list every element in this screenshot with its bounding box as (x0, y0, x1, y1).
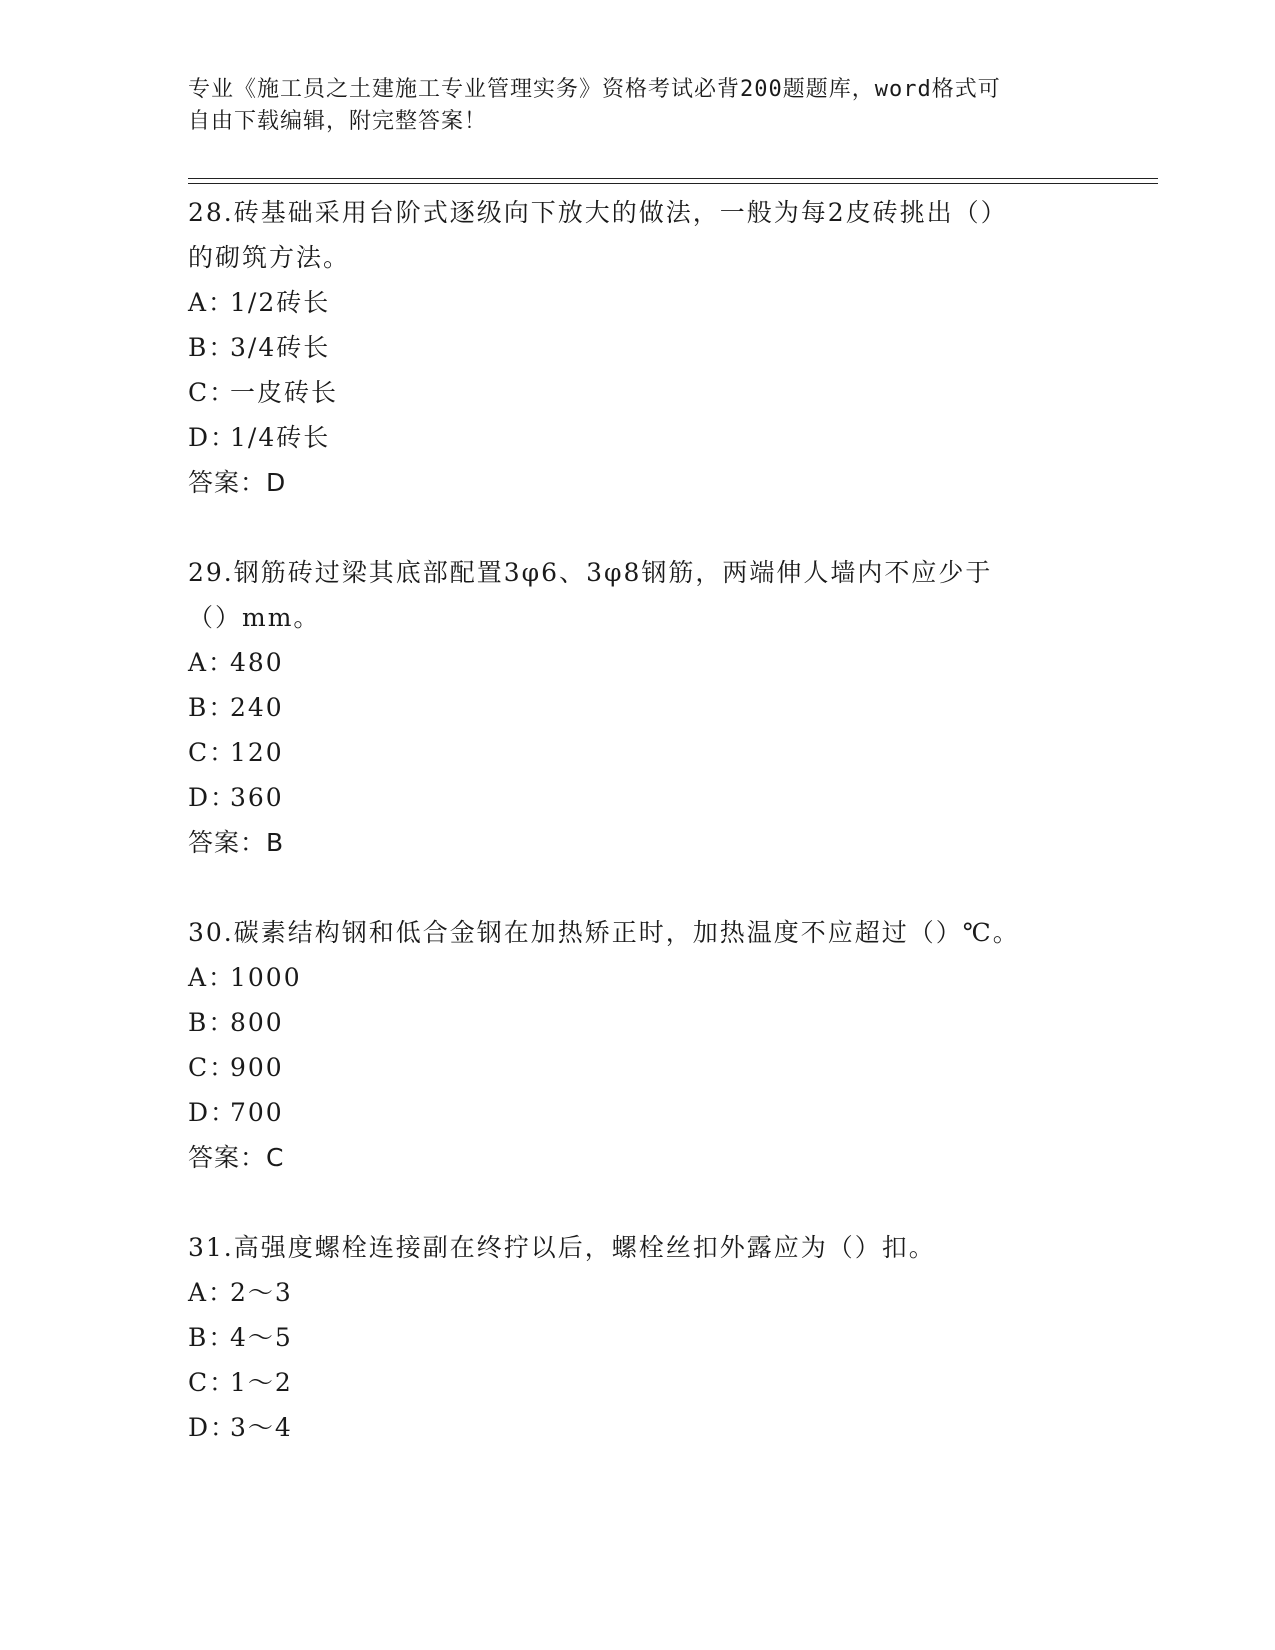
question-spacer (188, 505, 1088, 550)
question-stem (188, 910, 1088, 955)
question-stem-line: 30.碳素结构钢和低合金钢在加热矫正时，加热温度不应超过（）℃。 (188, 918, 1020, 947)
option-text: 900 (230, 1053, 284, 1082)
option-d (188, 1090, 1088, 1135)
option-d (188, 1405, 1088, 1450)
question-31 (188, 1225, 1088, 1450)
option-text: 1/2砖长 (230, 288, 331, 317)
question-spacer (188, 1180, 1088, 1225)
question-30 (188, 910, 1088, 1225)
option-letter: B： (188, 1323, 236, 1352)
question-stem-line: （）mm。 (188, 603, 321, 632)
option-letter: D： (188, 1413, 238, 1442)
question-list (188, 190, 1088, 1450)
option-text: 1000 (230, 963, 302, 992)
option-a (188, 1270, 1088, 1315)
option-letter: A： (188, 963, 236, 992)
option-a (188, 955, 1088, 1000)
option-b (188, 685, 1088, 730)
option-letter: B： (188, 693, 236, 722)
option-b (188, 1000, 1088, 1045)
option-b (188, 325, 1088, 370)
answer-line: 答案：C (188, 1143, 285, 1172)
option-list (188, 955, 1088, 1135)
option-d (188, 415, 1088, 460)
option-letter: A： (188, 1278, 236, 1307)
question-stem-line: 的砌筑方法。 (188, 243, 351, 272)
question-29 (188, 550, 1088, 910)
header-line-2: 自由下载编辑，附完整答案！ (188, 109, 488, 134)
option-d (188, 775, 1088, 820)
option-text: 1/4砖长 (230, 423, 331, 452)
option-c (188, 730, 1088, 775)
option-text: 2～3 (230, 1278, 293, 1307)
option-c (188, 1045, 1088, 1090)
option-letter: D： (188, 1098, 238, 1127)
question-stem-line: 28.砖基础采用台阶式逐级向下放大的做法，一般为每2皮砖挑出（） (188, 198, 1008, 227)
option-letter: D： (188, 783, 238, 812)
answer-line: 答案：B (188, 828, 285, 857)
option-list (188, 640, 1088, 820)
option-letter: C： (188, 738, 237, 767)
option-b (188, 1315, 1088, 1360)
option-letter: B： (188, 333, 236, 362)
option-letter: D： (188, 423, 238, 452)
option-a (188, 280, 1088, 325)
option-list (188, 1270, 1088, 1450)
option-list (188, 280, 1088, 460)
header-divider-top (188, 178, 1158, 179)
option-text: 480 (230, 648, 284, 677)
question-stem (188, 190, 1088, 280)
option-text: 一皮砖长 (230, 378, 339, 407)
question-stem-line: 29.钢筋砖过梁其底部配置3φ6、3φ8钢筋，两端伸人墙内不应少于 (188, 558, 993, 587)
option-c (188, 1360, 1088, 1405)
option-text: 3～4 (230, 1413, 293, 1442)
option-text: 1～2 (230, 1368, 293, 1397)
option-c (188, 370, 1088, 415)
option-letter: C： (188, 378, 237, 407)
header-divider-bottom (188, 183, 1158, 184)
question-stem (188, 550, 1088, 640)
document-header (188, 74, 1088, 138)
option-text: 360 (230, 783, 284, 812)
option-text: 120 (230, 738, 284, 767)
option-letter: B： (188, 1008, 236, 1037)
option-letter: C： (188, 1053, 237, 1082)
option-text: 240 (230, 693, 284, 722)
question-stem (188, 1225, 1088, 1270)
option-letter: C： (188, 1368, 237, 1397)
question-28 (188, 190, 1088, 550)
header-line-1: 专业《施工员之土建施工专业管理实务》资格考试必背200题题库，word格式可 (188, 77, 1001, 102)
option-text: 4～5 (230, 1323, 293, 1352)
option-letter: A： (188, 288, 236, 317)
question-spacer (188, 865, 1088, 910)
option-text: 700 (230, 1098, 284, 1127)
question-stem-line: 31.高强度螺栓连接副在终拧以后，螺栓丝扣外露应为（）扣。 (188, 1233, 936, 1262)
answer-line: 答案：D (188, 468, 287, 497)
option-text: 3/4砖长 (230, 333, 331, 362)
option-text: 800 (230, 1008, 284, 1037)
option-a (188, 640, 1088, 685)
option-letter: A： (188, 648, 236, 677)
